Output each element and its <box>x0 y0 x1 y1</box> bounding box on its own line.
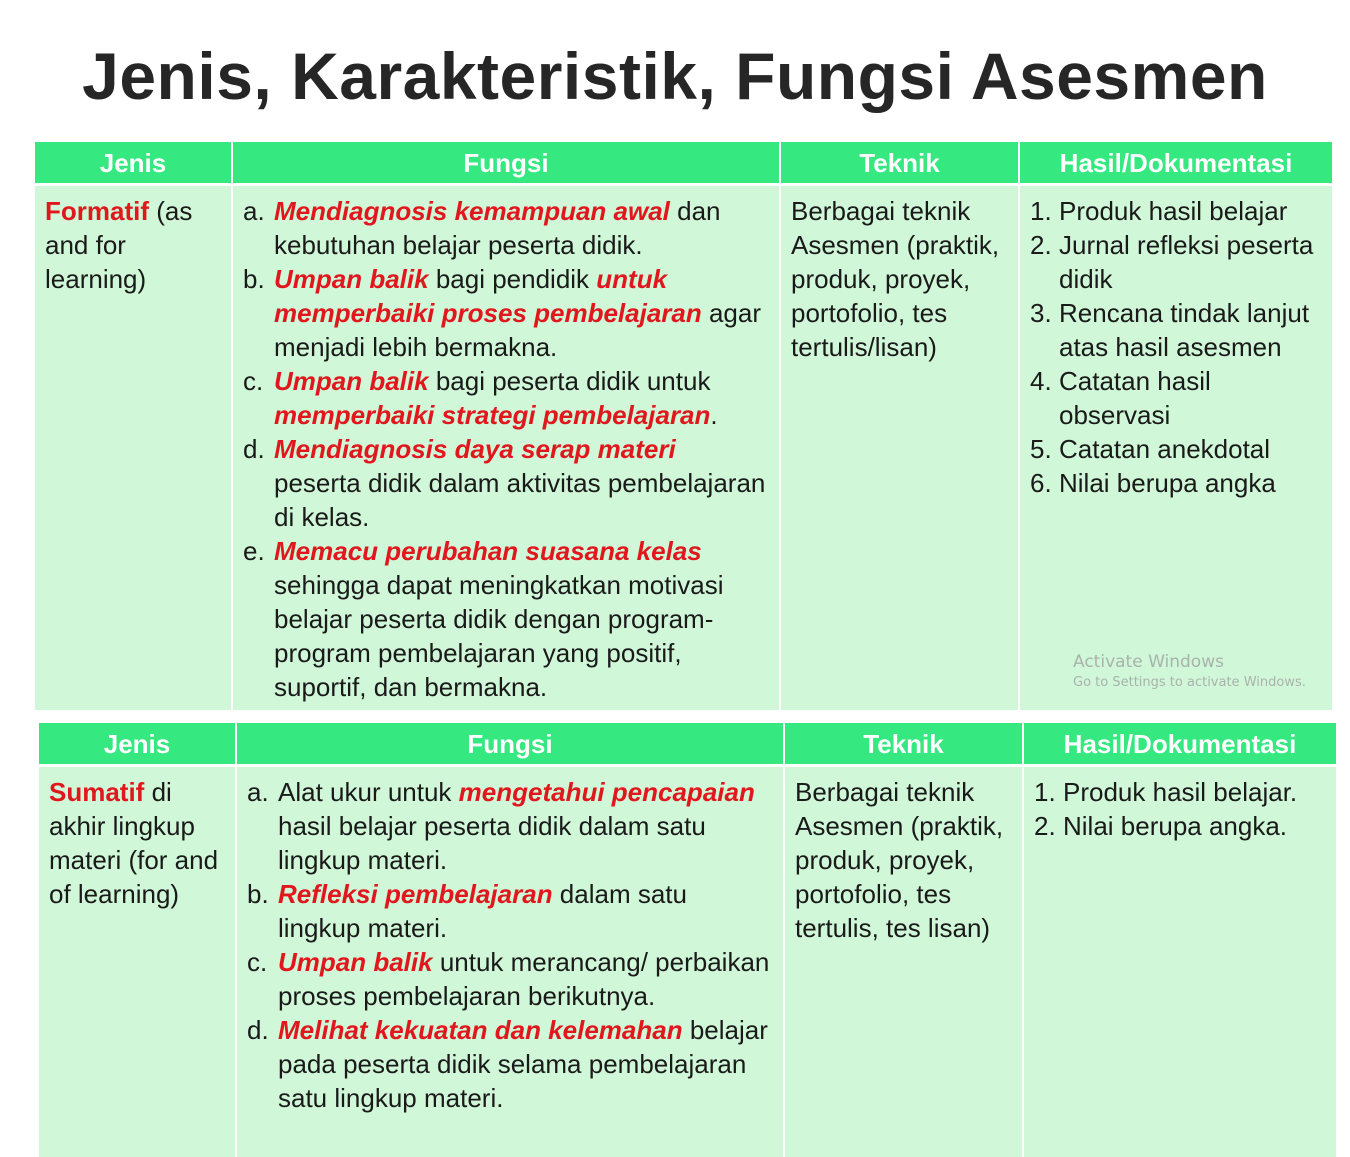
highlight-text: Mendiagnosis daya serap materi <box>274 434 676 464</box>
list-item <box>247 945 773 1013</box>
sumatif-table <box>39 723 1336 1157</box>
highlight-text: Refleksi pembelajaran <box>278 879 553 909</box>
item-text: Produk hasil belajar <box>1059 196 1288 226</box>
list-marker: 2. <box>1030 230 1052 260</box>
item-text: Jurnal refleksi peserta didik <box>1059 230 1314 294</box>
list-marker: b. <box>243 264 265 294</box>
item-text: Rencana tindak lanjut atas hasil asesmen <box>1059 298 1310 362</box>
item-text: dalam satu lingkup materi. <box>278 879 687 943</box>
list-marker: 1. <box>1034 777 1056 807</box>
list-item <box>1030 364 1322 432</box>
highlight-text: Memacu perubahan suasana kelas <box>274 536 702 566</box>
item-text: Catatan hasil observasi <box>1059 366 1211 430</box>
list-marker: 1. <box>1030 196 1052 226</box>
jenis-cell <box>35 186 233 710</box>
list-item <box>1030 296 1322 364</box>
hasil-list <box>1030 194 1322 500</box>
list-marker: a. <box>243 196 265 226</box>
item-text: . <box>710 400 718 430</box>
header-hasil: Hasil/Dokumentasi <box>1020 142 1332 186</box>
item-text: sehingga dapat meningkatkan motivasi belajar peserta didik dengan program-program pembelajaran yang positif, suportif, dan bermakna. <box>274 570 724 702</box>
list-marker: 3. <box>1030 298 1052 328</box>
item-text: bagi pendidik <box>428 264 597 294</box>
table-header-row <box>39 723 1336 767</box>
list-item <box>1034 809 1326 843</box>
list-marker: d. <box>243 434 265 464</box>
item-text: agar menjadi lebih bermakna. <box>274 298 762 362</box>
list-marker: e. <box>243 536 265 566</box>
fungsi-cell <box>233 186 781 710</box>
teknik-cell: Berbagai teknik Asesmen (praktik, produk, proyek, portofolio, tes tertulis, tes lisan) <box>785 767 1024 1157</box>
highlight-text: Melihat kekuatan dan kelemahan <box>278 1015 683 1045</box>
jenis-cell <box>39 767 237 1157</box>
item-text: untuk merancang/ perbaikan proses pembelajaran berikutnya. <box>278 947 770 1011</box>
table-row <box>35 186 1332 710</box>
watermark-line2: Go to Settings to activate Windows. <box>1073 675 1306 690</box>
list-item <box>1030 228 1322 296</box>
list-marker: a. <box>247 777 269 807</box>
item-text: Nilai berupa angka. <box>1063 811 1288 841</box>
list-item <box>1034 775 1326 809</box>
hasil-cell <box>1024 767 1336 1157</box>
list-marker: c. <box>247 947 268 977</box>
header-hasil: Hasil/Dokumentasi <box>1024 723 1336 767</box>
list-item <box>247 775 773 877</box>
list-marker: 2. <box>1034 811 1056 841</box>
list-marker: c. <box>243 366 264 396</box>
fungsi-cell <box>237 767 785 1157</box>
highlight-text: Umpan balik <box>278 947 433 977</box>
list-item <box>243 432 769 534</box>
teknik-cell: Berbagai teknik Asesmen (praktik, produk, proyek, portofolio, tes tertulis/lisan) <box>781 186 1020 710</box>
jenis-bold: Formatif <box>45 196 149 226</box>
item-text: Alat ukur untuk <box>278 777 459 807</box>
list-item <box>1030 466 1322 500</box>
list-marker: 6. <box>1030 468 1052 498</box>
highlight-text: Umpan balik <box>274 264 429 294</box>
table-row <box>39 767 1336 1157</box>
jenis-rest: (as and for learning) <box>45 196 193 294</box>
highlight-text: untuk memperbaiki proses pembelajaran <box>274 264 702 328</box>
list-item <box>243 194 769 262</box>
item-text: belajar pada peserta didik selama pembelajaran satu lingkup materi. <box>278 1015 768 1113</box>
highlight-text: Umpan balik <box>274 366 429 396</box>
list-item <box>243 534 769 704</box>
activate-windows-watermark <box>1073 651 1306 693</box>
list-item <box>1030 432 1322 466</box>
item-text: Catatan anekdotal <box>1059 434 1271 464</box>
header-fungsi: Fungsi <box>237 723 785 767</box>
item-text: bagi peserta didik untuk <box>428 366 711 396</box>
header-teknik: Teknik <box>785 723 1024 767</box>
list-item <box>243 262 769 364</box>
list-marker: d. <box>247 1015 269 1045</box>
header-fungsi: Fungsi <box>233 142 781 186</box>
list-item <box>1030 194 1322 228</box>
item-text: peserta didik dalam aktivitas pembelajaran di kelas. <box>274 468 766 532</box>
fungsi-list <box>243 194 769 704</box>
highlight-text: Mendiagnosis kemampuan awal <box>274 196 670 226</box>
jenis-rest: di akhir lingkup materi (for and of learning) <box>49 777 219 909</box>
fungsi-list <box>247 775 773 1115</box>
jenis-bold: Sumatif <box>49 777 145 807</box>
watermark-line1: Activate Windows <box>1073 652 1224 672</box>
item-text: Nilai berupa angka <box>1059 468 1276 498</box>
header-teknik: Teknik <box>781 142 1020 186</box>
item-text: dan kebutuhan belajar peserta didik. <box>274 196 721 260</box>
list-item <box>247 1013 773 1115</box>
item-text: Produk hasil belajar. <box>1063 777 1298 807</box>
item-text: hasil belajar peserta didik dalam satu lingkup materi. <box>278 811 706 875</box>
highlight-text: memperbaiki strategi pembelajaran <box>274 400 711 430</box>
formatif-table <box>35 142 1332 710</box>
header-jenis: Jenis <box>35 142 233 186</box>
highlight-text: mengetahui pencapaian <box>458 777 755 807</box>
hasil-cell <box>1020 186 1332 710</box>
list-marker: 4. <box>1030 366 1052 396</box>
page-title: Jenis, Karakteristik, Fungsi Asesmen <box>82 39 1268 113</box>
table-header-row <box>35 142 1332 186</box>
list-item <box>243 364 769 432</box>
list-marker: 5. <box>1030 434 1052 464</box>
list-item <box>247 877 773 945</box>
header-jenis: Jenis <box>39 723 237 767</box>
hasil-list <box>1034 775 1326 843</box>
list-marker: b. <box>247 879 269 909</box>
